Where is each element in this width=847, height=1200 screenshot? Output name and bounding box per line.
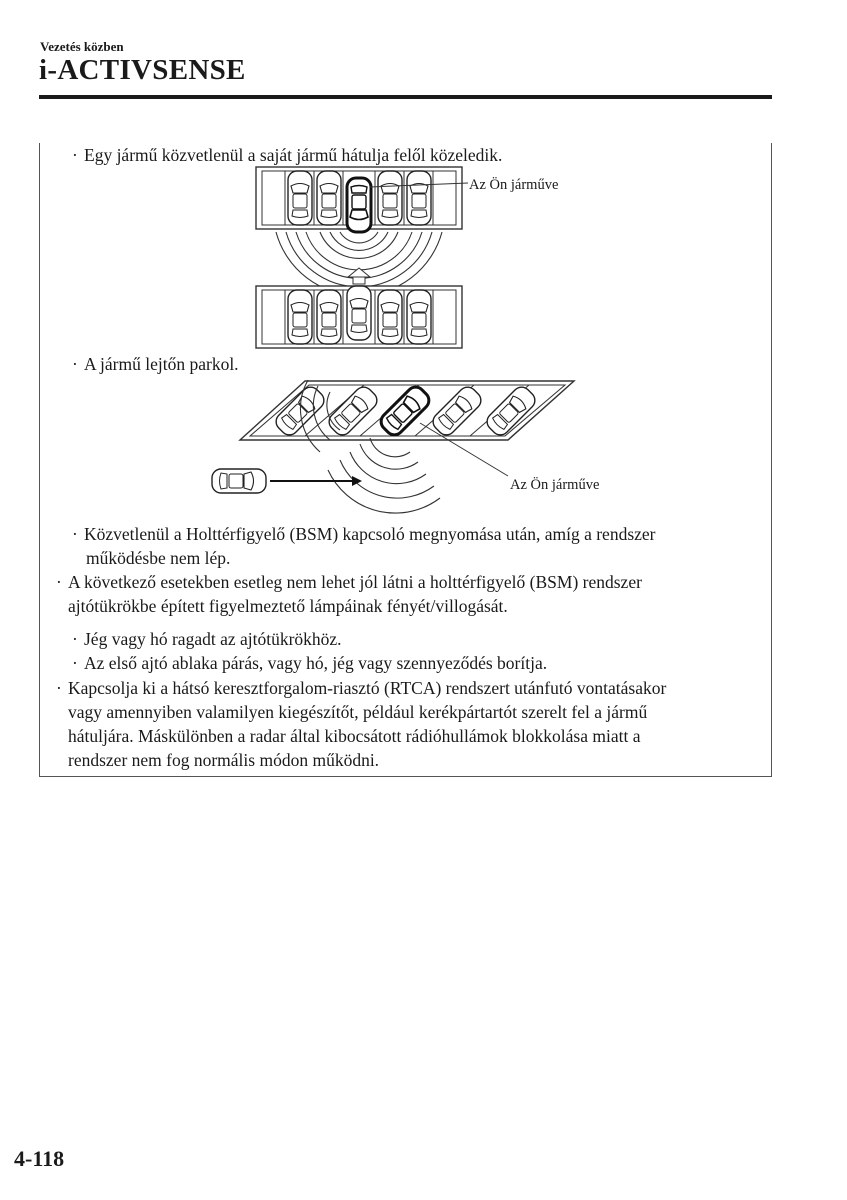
fig2-label: Az Ön járműve (510, 477, 600, 493)
fig1-label: Az Ön járműve (469, 177, 559, 193)
sub-bullet-slope: · A jármű lejtőn parkol. (72, 354, 239, 374)
bullet-rtca-cont-1: vagy amennyiben valamilyen kiegészítőt, például kerékpártartót szerelt fel a jármű (68, 702, 648, 722)
section-label: Vezetés közben (40, 39, 124, 54)
bullet-text: A következő esetekben esetleg nem lehet jól látni a holttérfigyelő (BSM) rendszer (68, 572, 642, 592)
sub-bullet-text: A jármű lejtőn parkol. (84, 354, 239, 374)
sub-bullet-text: Egy jármű közvetlenül a saját jármű hátulja felől közeledik. (84, 145, 503, 165)
bullet-mirror-lamps-cont: ajtótükrökbe épített figyelmeztető lámpáinak fényét/villogását. (68, 596, 508, 616)
sub-bullet-bsm-switch: · Közvetlenül a Holttérfigyelő (BSM) kapcsoló megnyomása után, amíg a rendszer (72, 524, 656, 544)
bullet-rtca-cont-2: hátuljára. Máskülönben a radar által kibocsátott rádióhullámok blokkolása miatt a (68, 726, 641, 746)
sub-bullet-text: Közvetlenül a Holttérfigyelő (BSM) kapcsoló megnyomása után, amíg a rendszer (84, 524, 656, 544)
page-title: i-ACTIVSENSE (39, 54, 246, 86)
approaching-car (212, 469, 266, 493)
sub-bullet-text: Az első ajtó ablaka párás, vagy hó, jég vagy szennyeződés borítja. (84, 653, 548, 673)
bullet-rtca-cont-3: rendszer nem fog normális módon működni. (68, 750, 380, 770)
bullet-text: Kapcsolja ki a hátsó keresztforgalom-riasztó (RTCA) rendszert utánfutó vontatásakor (68, 678, 667, 698)
sub-bullet-bsm-switch-cont: működésbe nem lép. (86, 548, 231, 568)
bullet-mirror-lamps: · A következő esetekben esetleg nem lehet jól látni a holttérfigyelő (BSM) rendszer (56, 572, 642, 592)
page-number: 4-118 (14, 1146, 65, 1171)
slope-parking-row (240, 381, 574, 440)
bullet-rtca: · Kapcsolja ki a hátsó keresztforgalom-riasztó (RTCA) rendszert utánfutó vontatásakor (56, 678, 667, 698)
sub-bullet-ice: · Jég vagy hó ragadt az ajtótükrökhöz. (72, 629, 342, 649)
sub-bullet-approaching: · Egy jármű közvetlenül a saját jármű hátulja felől közeledik. (72, 145, 503, 165)
approach-arrow-icon (270, 476, 362, 486)
sub-bullet-window: · Az első ajtó ablaka párás, vagy hó, jég vagy szennyeződés borítja. (72, 653, 548, 673)
sub-bullet-text: Jég vagy hó ragadt az ajtótükrökhöz. (84, 629, 342, 649)
